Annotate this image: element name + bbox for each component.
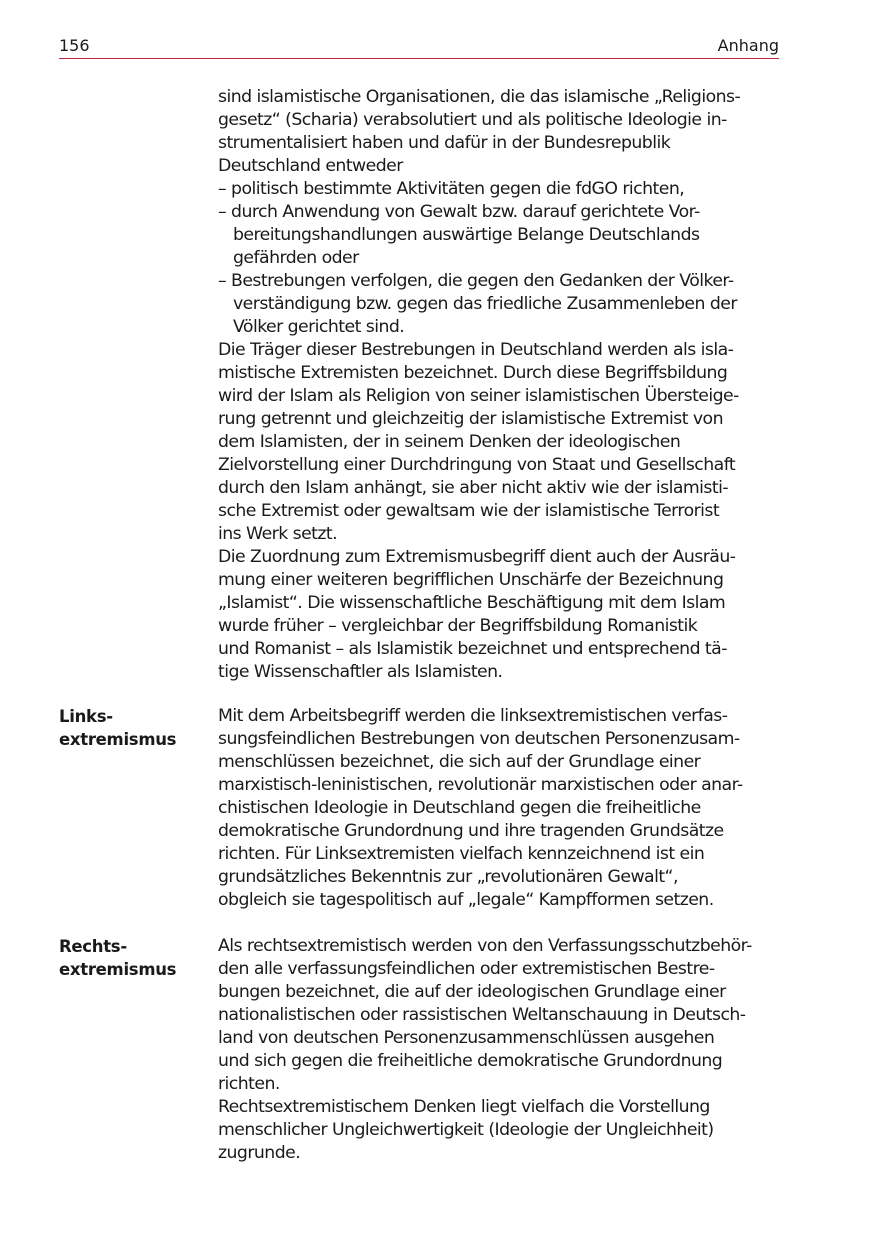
text-line: marxistisch-leninistischen, revolutionär marxistischen oder anar- xyxy=(218,775,743,795)
text-line: „Islamist“. Die wissenschaftliche Beschäftigung mit dem Islam xyxy=(218,593,726,613)
text-line: chistischen Ideologie in Deutschland gegen die freiheitliche xyxy=(218,798,701,818)
text-line: richten. xyxy=(218,1074,280,1094)
text-line: bungen bezeichnet, die auf der ideologischen Grundlage einer xyxy=(218,982,726,1002)
text-line: dem Islamisten, der in seinem Denken der ideologischen xyxy=(218,432,681,452)
text-line: Deutschland entweder xyxy=(218,156,403,176)
text-line: menschlicher Ungleichwertigkeit (Ideologie der Ungleichheit) xyxy=(218,1120,714,1140)
text-line: Mit dem Arbeitsbegriff werden die linksextremistischen verfas- xyxy=(218,706,728,726)
running-head: Anhang xyxy=(717,36,779,55)
page-number: 156 xyxy=(59,36,90,55)
intro-paragraph xyxy=(218,86,740,684)
list-item-line: bereitungshandlungen auswärtige Belange Deutschlands xyxy=(233,225,700,245)
text-line: Die Zuordnung zum Extremismusbegriff dient auch der Ausräu- xyxy=(218,547,736,567)
text-line: richten. Für Linksextremisten vielfach kennzeichnend ist ein xyxy=(218,844,705,864)
text-line: land von deutschen Personenzusammenschlüssen ausgehen xyxy=(218,1028,715,1048)
text-line: mung einer weiteren begrifflichen Unschärfe der Bezeichnung xyxy=(218,570,724,590)
text-line: ins Werk setzt. xyxy=(218,524,338,544)
list-item-line: Völker gerichtet sind. xyxy=(233,317,405,337)
text-line: Rechtsextremistischem Denken liegt vielfach die Vorstellung xyxy=(218,1097,710,1117)
term-line: extremismus xyxy=(59,960,177,979)
text-line: Als rechtsextremistisch werden von den Verfassungsschutzbehör- xyxy=(218,936,752,956)
header-rule xyxy=(59,58,779,59)
list-item-line: – durch Anwendung von Gewalt bzw. darauf gerichtete Vor- xyxy=(218,202,700,222)
term-line: Rechts- xyxy=(59,937,127,956)
text-line: Die Träger dieser Bestrebungen in Deutschland werden als isla- xyxy=(218,340,734,360)
text-line: sind islamistische Organisationen, die das islamische „Religions- xyxy=(218,87,741,107)
text-line: gesetz“ (Scharia) verabsolutiert und als politische Ideologie in- xyxy=(218,110,727,130)
text-line: obgleich sie tagespolitisch auf „legale“ Kampfformen setzen. xyxy=(218,890,714,910)
definition-rechtsextremismus xyxy=(218,935,752,1165)
text-line: mistische Extremisten bezeichnet. Durch diese Begriffsbildung xyxy=(218,363,728,383)
text-line: sche Extremist oder gewaltsam wie der islamistische Terrorist xyxy=(218,501,720,521)
text-line: wird der Islam als Religion von seiner islamistischen Übersteige- xyxy=(218,386,739,406)
term-line: extremismus xyxy=(59,730,177,749)
glossary-term-linksextremismus xyxy=(59,705,176,751)
text-line: tige Wissenschaftler als Islamisten. xyxy=(218,662,503,682)
page-header xyxy=(59,36,779,58)
list-item-line: – Bestrebungen verfolgen, die gegen den Gedanken der Völker- xyxy=(218,271,734,291)
definition-linksextremismus xyxy=(218,705,743,912)
glossary-term-rechtsextremismus xyxy=(59,935,176,981)
text-line: strumentalisiert haben und dafür in der Bundesrepublik xyxy=(218,133,671,153)
term-line: Links- xyxy=(59,707,113,726)
text-line: und sich gegen die freiheitliche demokratische Grundordnung xyxy=(218,1051,723,1071)
text-line: demokratische Grundordnung und ihre tragenden Grundsätze xyxy=(218,821,724,841)
text-line: den alle verfassungsfeindlichen oder extremistischen Bestre- xyxy=(218,959,715,979)
text-line: wurde früher – vergleichbar der Begriffsbildung Romanistik xyxy=(218,616,698,636)
text-line: Zielvorstellung einer Durchdringung von Staat und Gesellschaft xyxy=(218,455,736,475)
text-line: zugrunde. xyxy=(218,1143,301,1163)
text-line: durch den Islam anhängt, sie aber nicht aktiv wie der islamisti- xyxy=(218,478,729,498)
text-line: menschlüssen bezeichnet, die sich auf der Grundlage einer xyxy=(218,752,701,772)
list-item-line: gefährden oder xyxy=(233,248,359,268)
list-item-line: – politisch bestimmte Aktivitäten gegen die fdGO richten, xyxy=(218,179,685,199)
text-line: rung getrennt und gleichzeitig der islamistische Extremist von xyxy=(218,409,723,429)
text-line: nationalistischen oder rassistischen Weltanschauung in Deutsch- xyxy=(218,1005,746,1025)
text-line: und Romanist – als Islamistik bezeichnet und entsprechend tä- xyxy=(218,639,727,659)
text-line: sungsfeindlichen Bestrebungen von deutschen Personenzusam- xyxy=(218,729,740,749)
list-item-line: verständigung bzw. gegen das friedliche Zusammenleben der xyxy=(233,294,737,314)
text-line: grundsätzliches Bekenntnis zur „revolutionären Gewalt“, xyxy=(218,867,678,887)
